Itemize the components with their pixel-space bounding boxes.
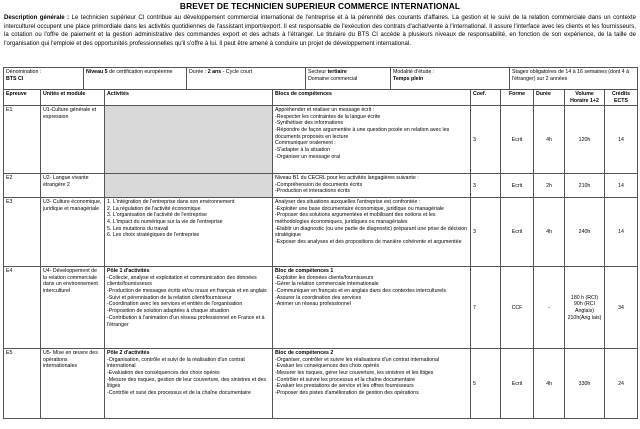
bloc-line: Communiquer oralement :: [275, 140, 336, 147]
program-info-table: [3, 67, 638, 90]
denomination-cell: [4, 68, 84, 90]
bloc-line: Analyser des situations auxquelles l'entreprise est confrontée :: [275, 198, 421, 205]
activite-line: -Contrôle et suivi des processus et de la chaîne documentaire: [107, 390, 251, 397]
epreuve-cell: E2: [4, 174, 41, 198]
activite-line: 1. L'intégration de l'entreprise dans son environnement: [107, 198, 235, 205]
unite-cell: U2- Langue vivante étrangère 2: [41, 174, 105, 198]
page-title: BREVET DE TECHNICIEN SUPERIEUR COMMERCE INTERNATIONAL: [179, 1, 461, 11]
bloc-line: -Etablir un diagnostic (ou une partie de diagnostic) préparant une prise de décision stratégique: [275, 225, 468, 239]
stages-cell: [510, 68, 638, 90]
credits-cell: 14: [605, 174, 638, 198]
header-epreuve: Epreuve: [4, 90, 41, 106]
volume-cell: 240h: [565, 198, 605, 267]
header-duree: Durée: [534, 90, 565, 106]
credits-cell: 34: [605, 267, 638, 349]
bloc-line: -Répondre de façon argumentée à une question posée en relation avec les documents proposés en lecture: [275, 127, 450, 140]
bloc-line: -S'adapter à la situation: [275, 147, 330, 154]
description-label: Description générale :: [4, 15, 70, 21]
coef-cell: 3: [471, 174, 501, 198]
header-activites: Activités: [105, 90, 273, 106]
activites-title: Pôle 2 d'activités: [107, 349, 150, 356]
duree-value: 2 ans: [207, 69, 222, 75]
blocs-cell: [273, 349, 471, 419]
activite-line: 3. L'organisation de l'activité de l'entreprise: [107, 212, 207, 219]
table-row: [4, 106, 638, 174]
secteur-cell: [306, 68, 391, 90]
activite-line: -Production de messages écrits et/ou oraux en français et en anglais: [107, 288, 267, 295]
secteur-label: Secteur: [308, 69, 328, 75]
niveau-text: de certification européenne: [107, 69, 173, 75]
volume-cell: 180 h (RCI) 90h (RCI Anglais) 210h(Ang lais): [565, 267, 605, 349]
blocs-cell: [273, 198, 471, 267]
activites-cell: [105, 349, 273, 419]
credits-cell: 24: [605, 349, 638, 419]
bloc-line: -Exposer des analyses et des propositions de manière cohérente et argumentée: [275, 239, 462, 246]
bloc-line: -Exploiter une base documentaire économique, juridique ou managériale: [275, 205, 444, 212]
activites-cell: [105, 106, 273, 174]
duree-label: Durée :: [189, 69, 208, 75]
duree-text: - Cycle court: [221, 69, 253, 75]
activite-line: -Contribution à l'animation d'un réseau professionnel en France et à l'étranger: [107, 314, 265, 328]
header-forme: Forme: [501, 90, 534, 106]
bloc-line: -Organiser, contrôler et suivre les réalisations d'un contrat international: [275, 356, 440, 363]
epreuve-cell: E3: [4, 198, 41, 267]
activite-line: 4. L'impact du numérique sur la vie de l'entreprise: [107, 219, 223, 226]
bloc-line: Appréhender et réaliser un message écrit :: [275, 106, 375, 113]
activite-line: -Suivi et pérennisation de la relation client/fournisseur: [107, 294, 232, 301]
table-row: [4, 267, 638, 349]
bloc-line: -Compréhension de documents écrits: [275, 181, 363, 188]
activites-cell: [105, 198, 273, 267]
activite-line: -Evaluation des conséquences des choix opérés: [107, 370, 220, 377]
volume-cell: 330h: [565, 349, 605, 419]
bloc-line: -Evaluer les conséquences des choix opérés: [275, 363, 380, 370]
table-row: [4, 198, 638, 267]
epreuve-cell: E5: [4, 349, 41, 419]
activite-line: -Coordination avec les services et entités de l'organisation: [107, 301, 243, 308]
bloc-line: -Organiser un message oral: [275, 153, 341, 160]
coef-cell: 3: [471, 106, 501, 174]
duree-cell: -: [534, 267, 565, 349]
duree-cell: 2h: [534, 174, 565, 198]
activites-cell: [105, 267, 273, 349]
coef-cell: 5: [471, 349, 501, 419]
activite-line: -Collecte, analyse et exploitation et communication des données clients/fournisseurs: [107, 274, 257, 288]
unite-cell: U4- Développement de la relation commerciale dans un environnement interculturel: [41, 267, 105, 349]
blocs-cell: [273, 267, 471, 349]
bloc-line: -Gérer la relation commerciale internationale: [275, 281, 379, 288]
unite-cell: U1-Culture générale et expression: [41, 106, 105, 174]
blocs-cell: [273, 106, 471, 174]
bloc-line: -Respecter les contraintes de la langue écrite: [275, 113, 381, 120]
activites-cell: [105, 174, 273, 198]
coef-cell: 7: [471, 267, 501, 349]
bloc-line: -Proposer des solutions argumentées et mobilisant des notions et les méthodologies économiques, juridiques ou managériales: [275, 212, 436, 226]
header-unites: Unités et module: [41, 90, 105, 106]
activite-line: 6. Les choix stratégiques de l'entreprise: [107, 232, 200, 239]
bloc-line: -Assurer la coordination des services: [275, 294, 362, 301]
forme-cell: Ecrit: [501, 106, 534, 174]
bloc-line: -Synthétiser des informations: [275, 120, 343, 127]
bloc-line: -Proposer des pistes d'amélioration de gestion des opérations: [275, 390, 419, 397]
epreuve-cell: E4: [4, 267, 41, 349]
secteur-value: tertiaire: [327, 69, 347, 75]
modalite-cell: [391, 68, 510, 90]
blocs-title: Bloc de compétences 1: [275, 267, 334, 274]
modalite-value: Temps plein: [393, 75, 424, 82]
header-volume: Volume Horaire 1+2: [565, 90, 605, 106]
bloc-line: -Animer un réseau professionnel: [275, 301, 351, 308]
duree-cell: 4h: [534, 106, 565, 174]
duree-cell: 4h: [534, 198, 565, 267]
epreuve-cell: E1: [4, 106, 41, 174]
table-row: [4, 174, 638, 198]
curriculum-table: [3, 89, 638, 419]
bloc-line: -Evaluer les prestations de service et les offres fournisseurs: [275, 383, 414, 390]
blocs-title: Bloc de compétences 2: [275, 349, 334, 356]
table-header-row: [4, 90, 638, 106]
credits-cell: 14: [605, 198, 638, 267]
forme-cell: Ecrit: [501, 198, 534, 267]
credits-cell: 14: [605, 106, 638, 174]
header-coef: Coef.: [471, 90, 501, 106]
unite-cell: U3- Culture économique, juridique et managériale: [41, 198, 105, 267]
bloc-line: -Production et interactions écrits: [275, 188, 350, 195]
coef-cell: 3: [471, 198, 501, 267]
forme-cell: Ecrit: [501, 174, 534, 198]
blocs-cell: [273, 174, 471, 198]
header-blocs: Blocs de compétences: [273, 90, 471, 106]
stages-text: Stages obligatoires de 14 à 16 semaines (dont 4 à l'étranger) sur 2 années: [512, 69, 630, 82]
volume-cell: 210h: [565, 174, 605, 198]
bloc-line: -Mesurer les risques, gérer leur couverture, les sinistres et les litiges: [275, 370, 434, 377]
forme-cell: Ecrit: [501, 349, 534, 419]
denomination-value: BTS CI: [6, 75, 24, 82]
duree-cell: [187, 68, 306, 90]
activites-title: Pôle 1 d'activités: [107, 267, 150, 274]
niveau-label: Niveau 5: [86, 69, 108, 75]
bloc-line: Niveau B1 du CECRL pour les activités langagières suivante :: [275, 174, 419, 181]
denomination-label: Dénomination :: [6, 69, 42, 75]
activite-line: 2. La régulation de l'activité économique: [107, 205, 201, 212]
bloc-line: -Exploiter les données clients/fournisseurs: [275, 274, 374, 281]
domaine-value: Domaine commercial: [308, 75, 358, 82]
volume-cell: 120h: [565, 106, 605, 174]
activite-line: -Mesure des risques, gestion de leur couverture, des sinistres et des litiges: [107, 376, 267, 390]
forme-cell: CCF: [501, 267, 534, 349]
general-description: [4, 14, 636, 48]
niveau-cell: [84, 68, 187, 90]
modalite-label: Modalité d'étude :: [393, 69, 435, 75]
activite-line: -Proposition de solution adaptées à chaque situation: [107, 308, 230, 315]
table-row: [4, 349, 638, 419]
description-text: Le technicien supérieur CI contribue au développement commercial international de l'entreprise et à la pérennité des courants d'affaires. La gestion et le suivi de la relation commerciale dans un contexte interculturel occupent une place primordiale dans les activités quotidiennes de l'assistant import/export. Il est responsable de l'exécution des contrats d'achat/vente à l'international. Il assure l'interface avec les clients et les fournisseurs, la cotation ou l'offre de paiement et la gestion administrative des commandes export et des achats à l'étranger. Le titulaire du BTS CI accède à plusieurs niveaux de responsabilité, en fonction de son expérience, de la taille de l'organisation qui l'emploie et des opportunités professionnelles qu'il s'offre à lui. Il peut être amené à conduire un projet de développement international.: [4, 15, 636, 47]
duree-cell: 4h: [534, 349, 565, 419]
bloc-line: -Contrôler et suivre les processus et la chaîne documentaire: [275, 376, 416, 383]
header-credits: Crédits ECTS: [605, 90, 638, 106]
bloc-line: -Communiquer en français et en anglais dans des contextes interculturels: [275, 288, 447, 295]
activite-line: 5. Les mutations du travail: [107, 225, 169, 232]
unite-cell: U5- Mise en œuvre des opérations internationales: [41, 349, 105, 419]
activite-line: -Organisation, contrôle et suivi de la réalisation d'un contrat international: [107, 356, 245, 370]
